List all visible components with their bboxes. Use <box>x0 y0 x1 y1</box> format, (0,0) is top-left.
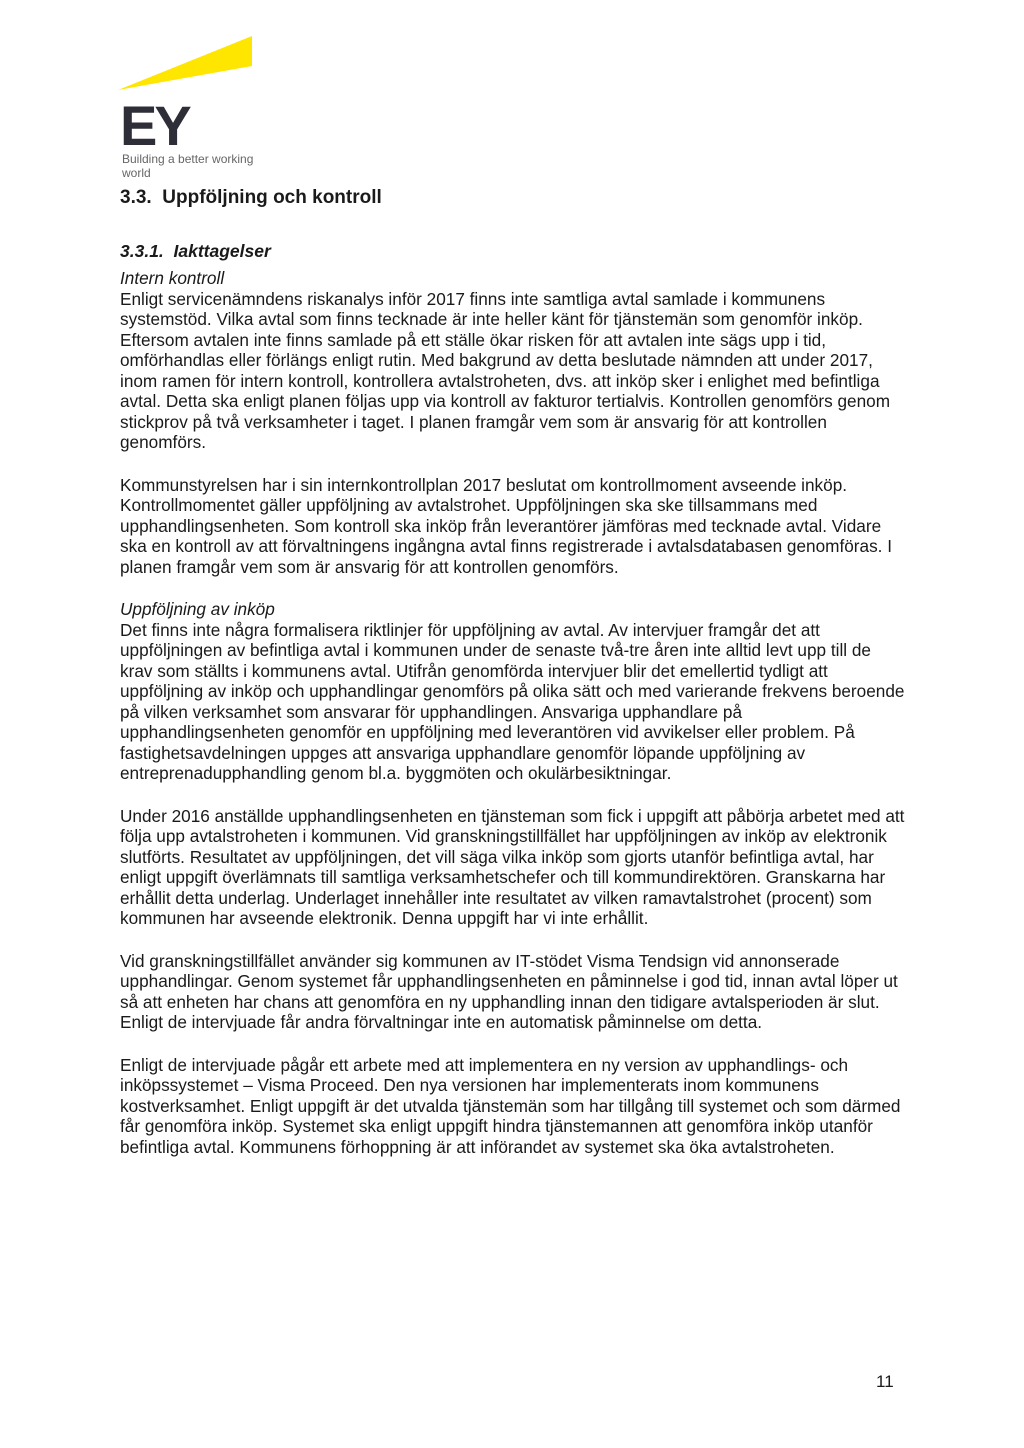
block-heading-intern-kontroll: Intern kontroll <box>120 268 225 288</box>
block-heading-uppfoljning-av-inkop: Uppföljning av inköp <box>120 599 275 619</box>
paragraph: Enligt servicenämndens riskanalys inför 2017 finns inte samtliga avtal samlade i kommunens systemstöd. Vilka avtal som finns tecknade är inte heller känt för tjänstemän som genomför inköp. Eftersom avtalen inte finns samlade på ett ställe ökar risken för att avtalen inte sägs upp i tid, omförhandlas eller förlängs enligt rutin. Med bakgrund av detta beslutade nämnden att under 2017, inom ramen för intern kontroll, kontrollera avtalstroheten, dvs. att inköp sker i enlighet med befintliga avtal. Detta ska enligt planen följas upp via kontroll av fakturor tertialvis. Kontrollen genomförs genom stickprov på två verksamheter i taget. I planen framgår vem som är ansvarig för att kontrollen genomförs. <box>120 288 891 452</box>
paragraph: Vid granskningstillfället använder sig kommunen av IT-stödet Visma Tendsign vid annonserade upphandlingar. Genom systemet får upphandlingsenheten en påminnelse i god tid, innan avtal löper ut så att enheten har chans att genomföra en ny upphandling innan den tidigare avtalsperioden är slut. Enligt de intervjuade får andra förvaltningar inte en automatisk påminnelse om detta. <box>120 950 898 1032</box>
paragraph: Kommunstyrelsen har i sin internkontrollplan 2017 beslutat om kontrollmoment avseende inköp. Kontrollmomentet gäller uppföljning av avtalstrohet. Uppföljningen ska ske tillsammans med upphandlingsenheten. Som kontroll ska inköp från leverantörer jämföras med tecknade avtal. Vidare ska en kontroll av att förvaltningens ingångna avtal finns registrerade i avtalsdatabasen genomföras. I planen framgår vem som är ansvarig för att kontrollen genomförs. <box>120 474 892 577</box>
paragraph: Under 2016 anställde upphandlingsenheten en tjänsteman som fick i uppgift att påbörja arbetet med att följa upp avtalstroheten i kommunen. Vid granskningstillfället har uppföljningen av inköp av elektronik slutförts. Resultatet av uppföljningen, det vill säga vilka inköp som gjorts utanför befintliga avtal, har enligt uppgift överlämnats till samtliga verksamhetschefer och till kommundirektören. Granskarna har erhållit detta underlag. Underlaget innehåller inte resultatet av vilken ramavtalstrohet (procent) som kommunen har avseende elektronik. Denna uppgift har vi inte erhållit. <box>120 805 905 928</box>
document-body <box>120 186 905 1157</box>
ey-logo <box>118 28 258 180</box>
ey-logo-letters: EY <box>120 94 189 157</box>
section-title: Uppföljning och kontroll <box>162 187 382 208</box>
ey-beam-icon <box>118 28 258 98</box>
paragraph: Det finns inte några formalisera riktlinjer för uppföljning av avtal. Av intervjuer framgår det att uppföljningen av befintliga avtal i kommunen under de senaste två-tre åren inte alltid levt upp till de krav som ställts i kommunens avtal. Utifrån genomförda intervjuer blir det emellertid tydligt att uppföljning av inköp och upphandlingar genomförs på olika sätt och med varierande frekvens beroende på vilken verksamhet som ansvarar för upphandlingen. Ansvariga upphandlare på upphandlingsenheten genomför en uppföljning med leverantören vid avvikelser eller problem. På fastighetsavdelningen uppges att ansvariga upphandlare genomför löpande uppföljning av entreprenadupphandling genom bl.a. byggmöten och okulärbesiktningar. <box>120 619 905 783</box>
subsection-heading <box>120 240 905 262</box>
page-number: 11 <box>876 1372 894 1391</box>
section-heading <box>120 186 905 210</box>
section-number: 3.3. <box>120 187 152 208</box>
ey-logo-tagline: Building a better working world <box>122 152 254 180</box>
paragraph: Enligt de intervjuade pågår ett arbete med att implementera en ny version av upphandlings- och inköpssystemet – Visma Proceed. Den nya versionen har implementerats inom kommunens kostverksamhet. Enligt uppgift är det utvalda tjänstemän som har tillgång till systemet och som därmed får genomföra inköp. Systemet ska enligt uppgift hindra tjänstemannen att genomföra inköp utanför befintliga avtal. Kommunens förhoppning är att införandet av systemet ska öka avtalstroheten. <box>120 1054 901 1157</box>
subsection-title: Iakttagelser <box>173 241 271 261</box>
subsection-number: 3.3.1. <box>120 241 164 261</box>
